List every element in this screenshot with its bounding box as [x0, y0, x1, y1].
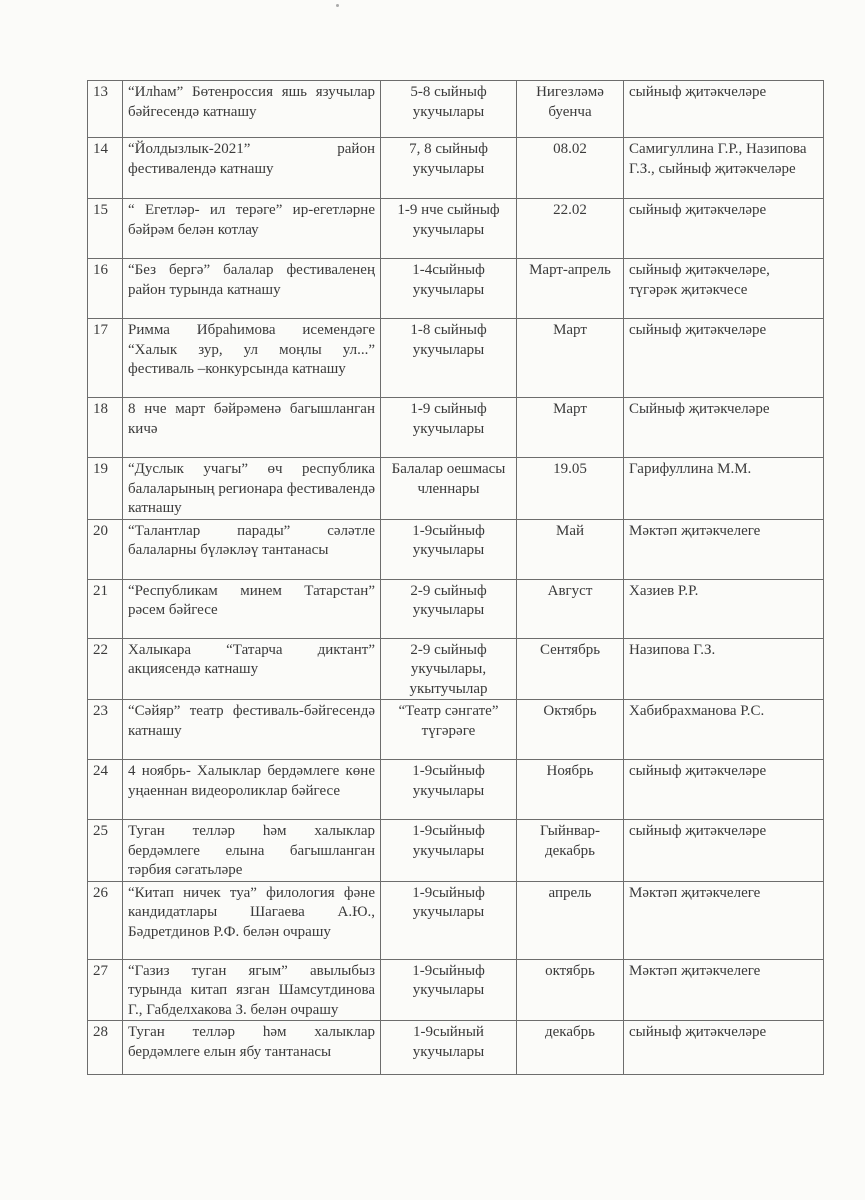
participants-cell: 1-9сыйныф укучылары	[381, 519, 517, 579]
row-number-cell: 28	[88, 1021, 123, 1075]
scan-speck	[336, 4, 339, 7]
participants-cell: Балалар оешмасы членнары	[381, 458, 517, 520]
date-cell: Нигезләмә буенча	[517, 81, 624, 138]
responsible-cell: сыйныф җитәкчеләре	[624, 760, 824, 820]
date-cell: апрель	[517, 881, 624, 959]
date-cell: октябрь	[517, 959, 624, 1021]
date-cell: Март	[517, 319, 624, 398]
participants-cell: “Театр сәнгате” түгәрәге	[381, 700, 517, 760]
date-cell: Гыйнвар-декабрь	[517, 820, 624, 882]
responsible-cell: Хабибрахманова Р.С.	[624, 700, 824, 760]
date-cell: декабрь	[517, 1021, 624, 1075]
date-cell: 22.02	[517, 199, 624, 259]
responsible-cell: Мәктәп җитәкчелеге	[624, 959, 824, 1021]
participants-cell: 1-9сыйныф укучылары	[381, 881, 517, 959]
participants-cell: 1-9 сыйныф укучылары	[381, 398, 517, 458]
participants-cell: 1-8 сыйныф укучылары	[381, 319, 517, 398]
event-name-cell: 8 нче март бәйрәменә багышланган кичә	[123, 398, 381, 458]
responsible-cell: Мәктәп җитәкчелеге	[624, 881, 824, 959]
date-cell: Август	[517, 579, 624, 638]
row-number-cell: 15	[88, 199, 123, 259]
table-row	[88, 881, 824, 959]
responsible-cell: сыйныф җитәкчеләре	[624, 81, 824, 138]
row-number-cell: 24	[88, 760, 123, 820]
event-name-cell: “Илһам” Бөтенроссия яшь язучылар бәйгесендә катнашу	[123, 81, 381, 138]
participants-cell: 1-9 нче сыйныф укучылары	[381, 199, 517, 259]
responsible-cell: Самигуллина Г.Р., Назипова Г.З., сыйныф җитәкчеләре	[624, 138, 824, 199]
event-name-cell: “Газиз туган ягым” авылыбыз турында китап язган Шамсутдинова Г., Габделхакова З. белән очрашу	[123, 959, 381, 1021]
date-cell: Октябрь	[517, 700, 624, 760]
responsible-cell: Сыйныф җитәкчеләре	[624, 398, 824, 458]
date-cell: 08.02	[517, 138, 624, 199]
row-number-cell: 13	[88, 81, 123, 138]
table-row	[88, 1021, 824, 1075]
responsible-cell: сыйныф җитәкчеләре	[624, 319, 824, 398]
row-number-cell: 21	[88, 579, 123, 638]
participants-cell: 1-9сыйный укучылары	[381, 1021, 517, 1075]
participants-cell: 2-9 сыйныф укучылары, укытучылар	[381, 638, 517, 700]
event-name-cell: “Йолдызлык-2021” район фестивалендә катнашу	[123, 138, 381, 199]
participants-cell: 1-9сыйныф укучылары	[381, 959, 517, 1021]
table-row	[88, 398, 824, 458]
row-number-cell: 14	[88, 138, 123, 199]
event-name-cell: “ Егетләр- ил терәге” ир-егетләрне бәйрәм белән котлау	[123, 199, 381, 259]
participants-cell: 7, 8 сыйныф укучылары	[381, 138, 517, 199]
responsible-cell: Назипова Г.З.	[624, 638, 824, 700]
event-name-cell: “Сәйяр” театр фестиваль-бәйгесендә катнашу	[123, 700, 381, 760]
row-number-cell: 19	[88, 458, 123, 520]
table-row	[88, 81, 824, 138]
date-cell: Ноябрь	[517, 760, 624, 820]
row-number-cell: 22	[88, 638, 123, 700]
responsible-cell: сыйныф җитәкчеләре	[624, 1021, 824, 1075]
responsible-cell: сыйныф җитәкчеләре	[624, 199, 824, 259]
date-cell: 19.05	[517, 458, 624, 520]
responsible-cell: Мәктәп җитәкчелеге	[624, 519, 824, 579]
participants-cell: 2-9 сыйныф укучылары	[381, 579, 517, 638]
table-row	[88, 579, 824, 638]
row-number-cell: 23	[88, 700, 123, 760]
row-number-cell: 17	[88, 319, 123, 398]
row-number-cell: 26	[88, 881, 123, 959]
participants-cell: 1-4сыйныф укучылары	[381, 259, 517, 319]
table-row	[88, 138, 824, 199]
date-cell: Март	[517, 398, 624, 458]
event-name-cell: Туган телләр һәм халыклар бердәмлеге елын ябу тантанасы	[123, 1021, 381, 1075]
event-name-cell: Халыкара “Татарча диктант” акциясендә катнашу	[123, 638, 381, 700]
event-name-cell: “Дуслык учагы” өч республика балаларының регионара фестивалендә катнашу	[123, 458, 381, 520]
table-row	[88, 820, 824, 882]
table-row	[88, 700, 824, 760]
row-number-cell: 25	[88, 820, 123, 882]
event-name-cell: “Республикам минем Татарстан” рәсем бәйгесе	[123, 579, 381, 638]
table-row	[88, 519, 824, 579]
event-name-cell: “Без бергә” балалар фестиваленең район турында катнашу	[123, 259, 381, 319]
event-name-cell: Римма Ибраһимова исемендәге “Халык зур, ул моңлы ул...” фестиваль –конкурсында катнашу	[123, 319, 381, 398]
table-row	[88, 959, 824, 1021]
table-row	[88, 199, 824, 259]
row-number-cell: 20	[88, 519, 123, 579]
responsible-cell: сыйныф җитәкчеләре, түгәрәк җитәкчесе	[624, 259, 824, 319]
event-name-cell: Туган телләр һәм халыклар бердәмлеге елына багышланган тәрбия сәгатьләре	[123, 820, 381, 882]
date-cell: Май	[517, 519, 624, 579]
event-name-cell: 4 ноябрь- Халыклар бердәмлеге көне уңаеннан видеороликлар бәйгесе	[123, 760, 381, 820]
date-cell: Сентябрь	[517, 638, 624, 700]
participants-cell: 1-9сыйныф укучылары	[381, 760, 517, 820]
row-number-cell: 18	[88, 398, 123, 458]
responsible-cell: Гарифуллина М.М.	[624, 458, 824, 520]
table-row	[88, 319, 824, 398]
table-row	[88, 638, 824, 700]
responsible-cell: сыйныф җитәкчеләре	[624, 820, 824, 882]
event-name-cell: “Китап ничек туа” филология фәне кандидатлары Шагаева А.Ю., Бәдретдинов Р.Ф. белән очрашу	[123, 881, 381, 959]
table-row	[88, 259, 824, 319]
participants-cell: 5-8 сыйныф укучылары	[381, 81, 517, 138]
date-cell: Март-апрель	[517, 259, 624, 319]
event-name-cell: “Талантлар парады” сәләтле балаларны бүләкләү тантанасы	[123, 519, 381, 579]
table-row	[88, 760, 824, 820]
events-table	[87, 80, 824, 1075]
row-number-cell: 27	[88, 959, 123, 1021]
row-number-cell: 16	[88, 259, 123, 319]
participants-cell: 1-9сыйныф укучылары	[381, 820, 517, 882]
table-row	[88, 458, 824, 520]
responsible-cell: Хазиев Р.Р.	[624, 579, 824, 638]
